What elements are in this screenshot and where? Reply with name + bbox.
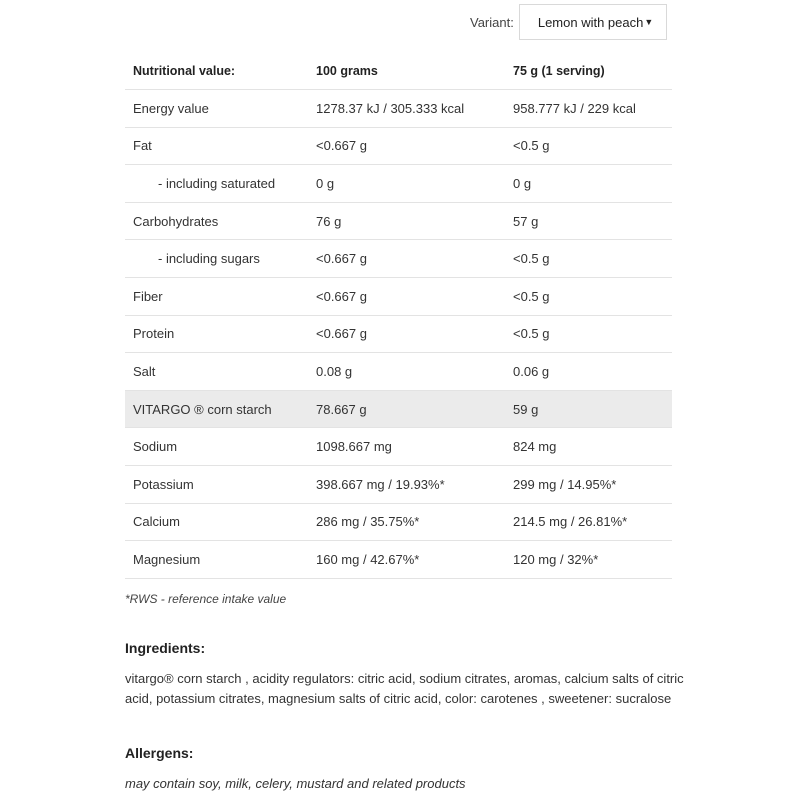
table-row bbox=[125, 465, 672, 503]
value-per-100g: 398.667 mg / 19.93%* bbox=[308, 465, 505, 503]
value-per-serving: 59 g bbox=[505, 390, 672, 428]
value-per-100g: <0.667 g bbox=[308, 315, 505, 353]
table-row bbox=[125, 315, 672, 353]
value-per-100g: 286 mg / 35.75%* bbox=[308, 503, 505, 541]
value-per-100g: 76 g bbox=[308, 202, 505, 240]
value-per-100g: <0.667 g bbox=[308, 240, 505, 278]
value-per-serving: <0.5 g bbox=[505, 127, 672, 165]
value-per-serving: 0 g bbox=[505, 165, 672, 203]
value-per-100g: 0 g bbox=[308, 165, 505, 203]
table-row bbox=[125, 90, 672, 128]
nutrient-name: Magnesium bbox=[125, 541, 308, 579]
nutrient-name: Sodium bbox=[125, 428, 308, 466]
table-row bbox=[125, 277, 672, 315]
ingredients-heading: Ingredients: bbox=[125, 640, 206, 656]
allergens-heading: Allergens: bbox=[125, 745, 194, 761]
nutrient-name: VITARGO ® corn starch bbox=[125, 390, 308, 428]
nutrient-name: Carbohydrates bbox=[125, 202, 308, 240]
nutrient-name: Potassium bbox=[125, 465, 308, 503]
value-per-serving: 214.5 mg / 26.81%* bbox=[505, 503, 672, 541]
nutrient-name: Protein bbox=[125, 315, 308, 353]
value-per-100g: <0.667 g bbox=[308, 277, 505, 315]
header-serving: 75 g (1 serving) bbox=[505, 53, 672, 90]
variant-dropdown[interactable] bbox=[519, 4, 667, 40]
nutrient-name: Fiber bbox=[125, 277, 308, 315]
value-per-100g: 1278.37 kJ / 305.333 kcal bbox=[308, 90, 505, 128]
table-row bbox=[125, 127, 672, 165]
value-per-100g: 78.667 g bbox=[308, 390, 505, 428]
table-row bbox=[125, 165, 672, 203]
value-per-serving: <0.5 g bbox=[505, 240, 672, 278]
variant-selected-value: Lemon with peach bbox=[537, 14, 644, 30]
nutrient-name: - including saturated bbox=[125, 165, 308, 203]
rws-footnote: *RWS - reference intake value bbox=[125, 592, 287, 606]
value-per-serving: 299 mg / 14.95%* bbox=[505, 465, 672, 503]
table-row bbox=[125, 428, 672, 466]
value-per-serving: 57 g bbox=[505, 202, 672, 240]
chevron-down-icon: ▼ bbox=[644, 17, 654, 27]
ingredients-text: vitargo® corn starch , acidity regulators: citric acid, sodium citrates, aromas, calcium salts of citric acid, potassium citrates, magnesium salts of citric acid, color: carotenes , sweetener: sucralose bbox=[125, 671, 684, 706]
table-row bbox=[125, 541, 672, 579]
nutrient-name: - including sugars bbox=[125, 240, 308, 278]
value-per-serving: 958.777 kJ / 229 kcal bbox=[505, 90, 672, 128]
table-row bbox=[125, 202, 672, 240]
table-row bbox=[125, 390, 672, 428]
table-row bbox=[125, 353, 672, 391]
variant-label: Variant: bbox=[470, 14, 514, 30]
variant-selector-row bbox=[470, 4, 667, 40]
allergens-text: may contain soy, milk, celery, mustard and related products bbox=[125, 776, 466, 791]
nutrient-name: Energy value bbox=[125, 90, 308, 128]
value-per-serving: 824 mg bbox=[505, 428, 672, 466]
nutrition-table bbox=[125, 53, 672, 579]
nutrient-name: Calcium bbox=[125, 503, 308, 541]
table-header-row bbox=[125, 53, 672, 90]
value-per-serving: <0.5 g bbox=[505, 315, 672, 353]
value-per-serving: 120 mg / 32%* bbox=[505, 541, 672, 579]
value-per-serving: 0.06 g bbox=[505, 353, 672, 391]
table-row bbox=[125, 240, 672, 278]
value-per-100g: 1098.667 mg bbox=[308, 428, 505, 466]
value-per-100g: 0.08 g bbox=[308, 353, 505, 391]
nutrient-name: Fat bbox=[125, 127, 308, 165]
value-per-100g: 160 mg / 42.67%* bbox=[308, 541, 505, 579]
value-per-serving: <0.5 g bbox=[505, 277, 672, 315]
nutrient-name: Salt bbox=[125, 353, 308, 391]
table-row bbox=[125, 503, 672, 541]
header-100-grams: 100 grams bbox=[308, 53, 505, 90]
header-nutritional-value: Nutritional value: bbox=[125, 53, 308, 90]
value-per-100g: <0.667 g bbox=[308, 127, 505, 165]
